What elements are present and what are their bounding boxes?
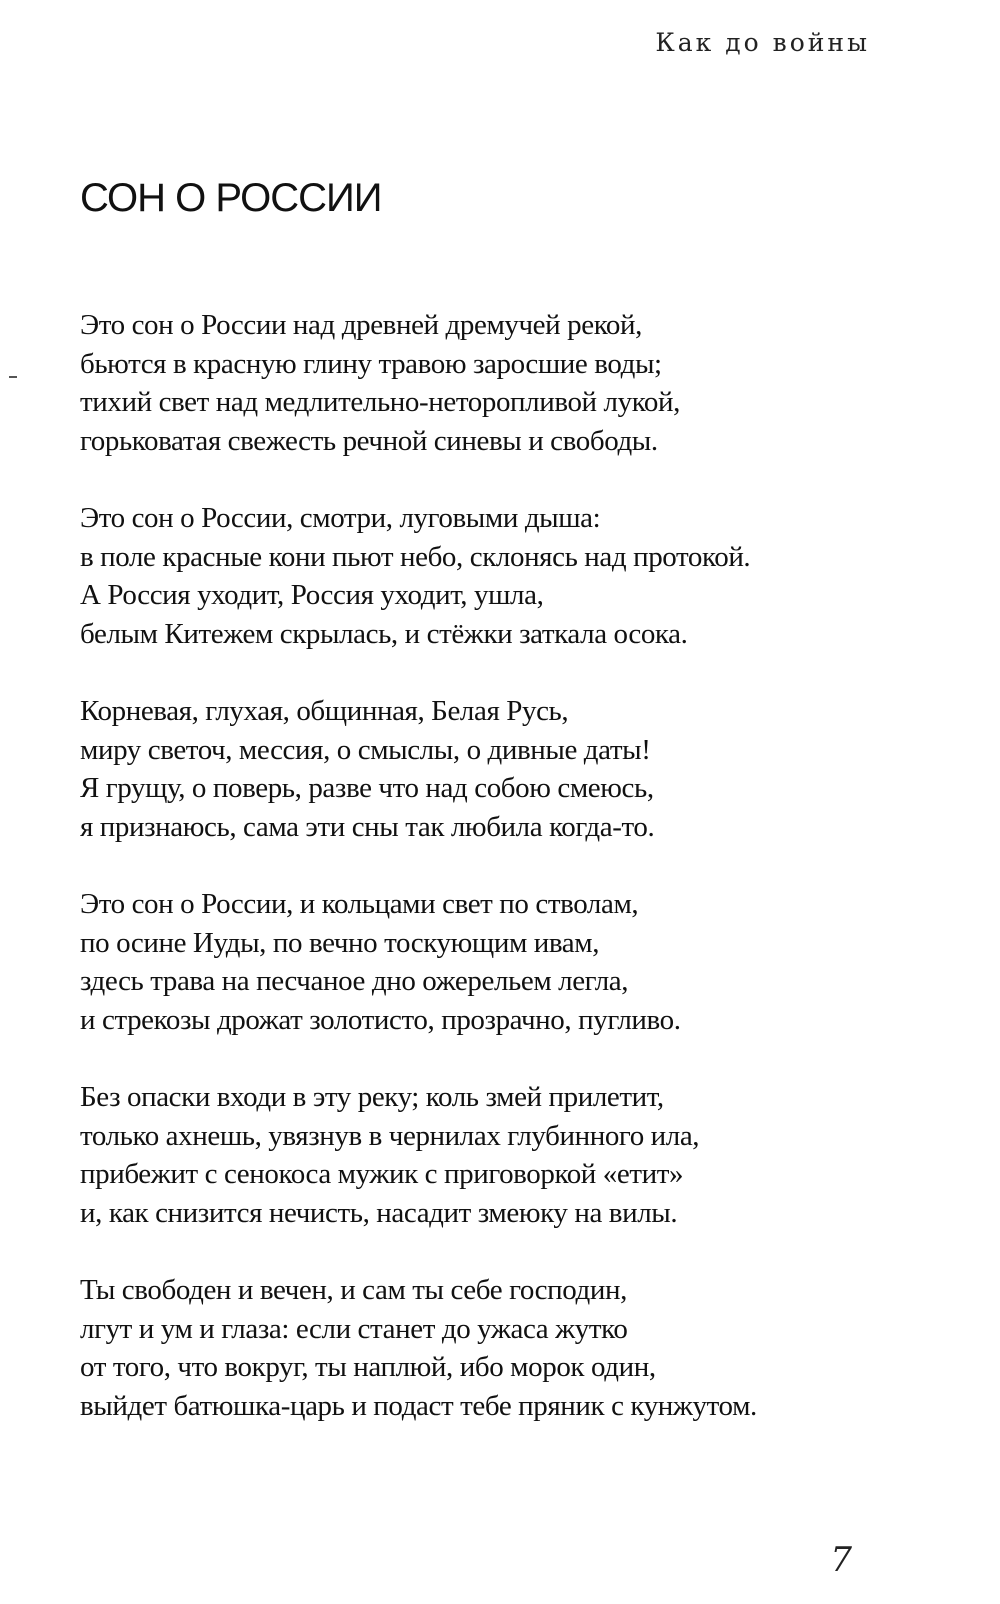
poem-line: Это сон о России, и кольцами свет по стволам,: [80, 888, 639, 920]
poem-line: выйдет батюшка-царь и подаст тебе пряник с кунжутом.: [80, 1389, 757, 1422]
poem-line: Это сон о России, смотри, луговыми дыша:: [80, 502, 601, 534]
poem-line: тихий свет над медлительно-неторопливой лукой,: [80, 386, 680, 418]
poem-line: Это сон о России над древней дремучей рекой,: [80, 309, 642, 341]
stanza: [80, 885, 940, 1039]
poem-line: горьковатая свежесть речной синевы и свободы.: [80, 424, 658, 457]
poem-line: я признаюсь, сама эти сны так любила когда-то.: [80, 810, 655, 843]
poem-line: Корневая, глухая, общинная, Белая Русь,: [80, 695, 569, 727]
poem-line: только ахнешь, увязнув в чернилах глубинного ила,: [80, 1119, 700, 1152]
poem-line: миру светоч, мессия, о смыслы, о дивные даты!: [80, 733, 651, 766]
poem-title: СОН О РОССИИ: [80, 176, 382, 220]
stanza: [80, 1271, 940, 1425]
poem-line: по осине Иуды, по вечно тоскующим ивам,: [80, 926, 600, 959]
poem-line: белым Китежем скрылась, и стёжки заткала осока.: [80, 617, 688, 650]
stanza: [80, 499, 940, 653]
poem-line: Я грущу, о поверь, разве что над собою смеюсь,: [80, 772, 654, 804]
poem-line: лгут и ум и глаза: если станет до ужаса жутко: [80, 1312, 628, 1345]
poem-line: в поле красные кони пьют небо, склонясь над протокой.: [80, 540, 751, 573]
stanza: [80, 692, 940, 846]
poem-line: здесь трава на песчаное дно ожерельем легла,: [80, 965, 629, 997]
poem-body: [80, 306, 940, 1464]
margin-mark: [9, 376, 17, 378]
stanza: [80, 1078, 940, 1232]
poem-line: Ты свободен и вечен, и сам ты себе господин,: [80, 1274, 627, 1306]
poem-line: А Россия уходит, Россия уходит, ушла,: [80, 579, 544, 611]
running-head: Как до войны: [655, 28, 870, 57]
poem-line: прибежит с сенокоса мужик с приговоркой «етит»: [80, 1158, 684, 1190]
poem-line: и стрекозы дрожат золотисто, прозрачно, пугливо.: [80, 1003, 681, 1036]
poem-line: и, как снизится нечисть, насадит змеюку на вилы.: [80, 1196, 678, 1229]
poem-line: бьются в красную глину травою заросшие воды;: [80, 347, 662, 380]
page-number: 7: [830, 1540, 852, 1580]
poem-line: от того, что вокруг, ты наплюй, ибо морок один,: [80, 1351, 656, 1383]
stanza: [80, 306, 940, 460]
poem-line: Без опаски входи в эту реку; коль змей прилетит,: [80, 1081, 664, 1113]
